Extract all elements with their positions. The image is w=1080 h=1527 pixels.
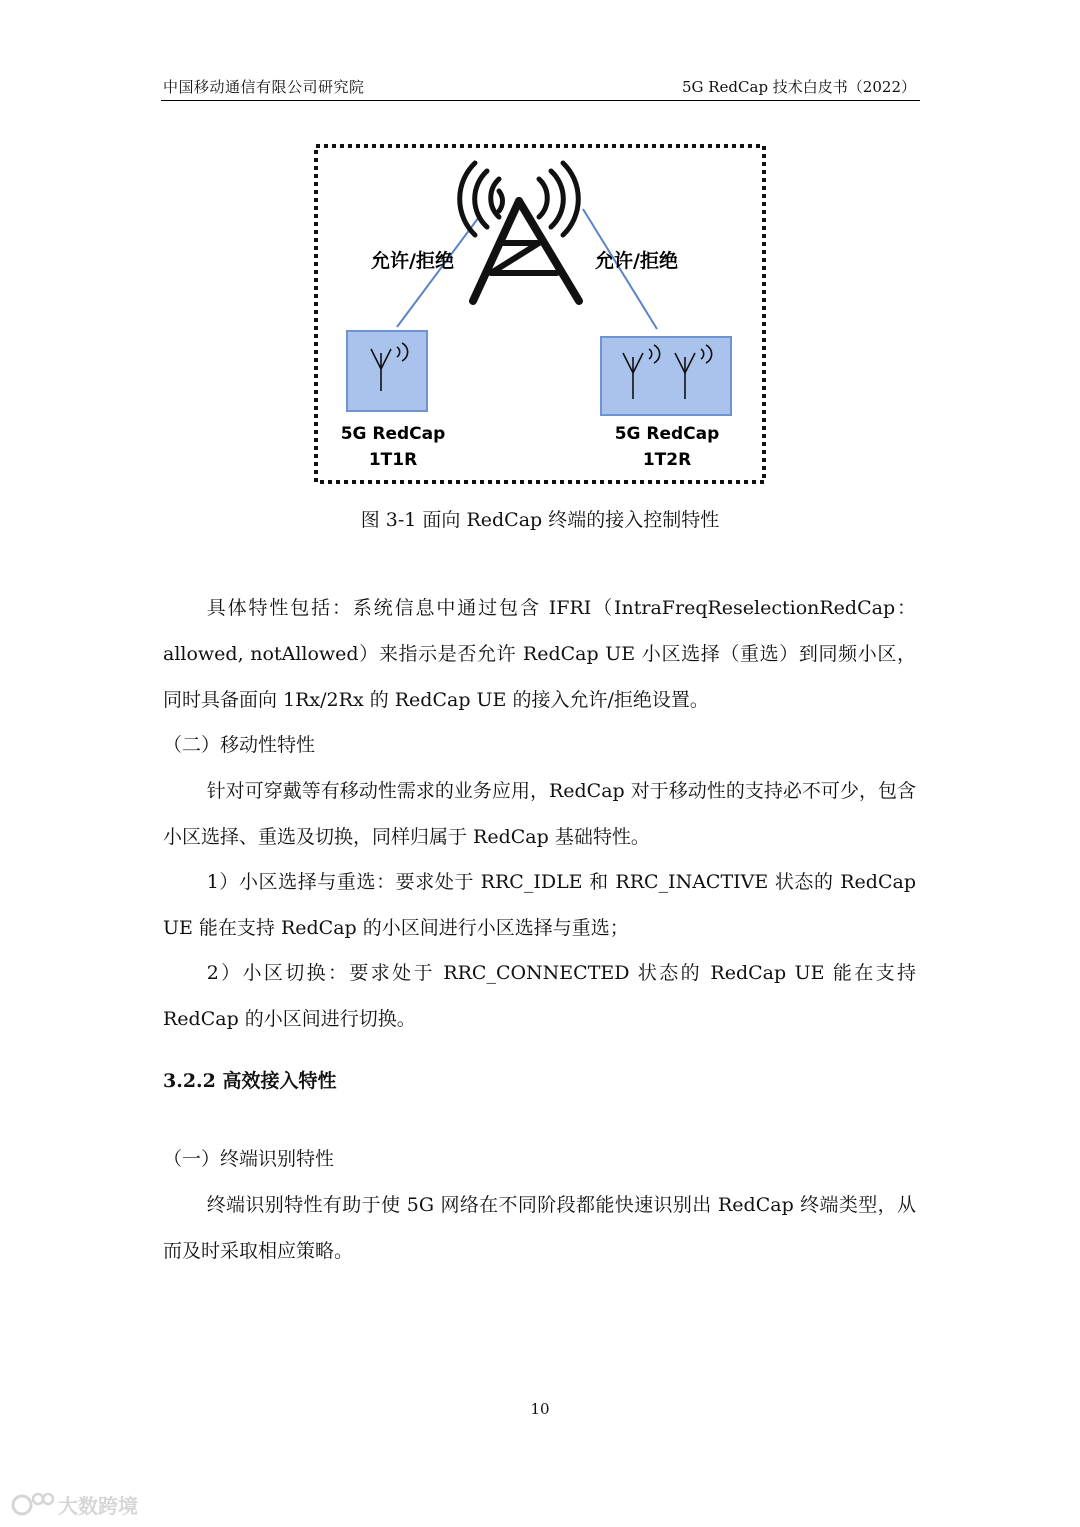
sub-heading-mobility: （二）移动性特性 xyxy=(163,734,316,756)
watermark xyxy=(8,1490,148,1520)
device-name-left: 5G RedCap xyxy=(340,424,446,444)
device-config-left: 1T1R xyxy=(368,450,418,470)
paragraph-mobility: 针对可穿戴等有移动性需求的业务应用，RedCap 对于移动性的支持必不可少，包含小区选择、重选及切换，同样归属于 RedCap 基础特性。 xyxy=(163,780,916,848)
watermark-logo-icon xyxy=(8,1490,148,1520)
device-box-1t1r xyxy=(347,331,427,411)
base-station-tower-icon xyxy=(460,163,579,301)
watermark-text: 大数跨境 xyxy=(58,1494,138,1518)
figure-diagram xyxy=(313,143,767,485)
device-config-right: 1T2R xyxy=(642,450,692,470)
sub-heading-terminal-identification: （一）终端识别特性 xyxy=(163,1148,335,1170)
paragraph-ifri: 具体特性包括：系统信息中通过包含 IFRI（IntraFreqReselectionRedCap：allowed, notAllowed）来指示是否允许 RedCap UE 小区选择（重选）到同频小区，同时具备面向 1Rx/2Rx 的 RedCap UE 的接入允许/拒绝设置。 xyxy=(163,597,916,711)
link-label-left: 允许/拒绝 xyxy=(371,250,454,272)
link-line-left xyxy=(397,217,479,327)
figure-access-control xyxy=(313,143,767,485)
link-label-right: 允许/拒绝 xyxy=(595,250,678,272)
section-heading: 3.2.2 高效接入特性 xyxy=(163,1070,337,1092)
device-box-1t2r xyxy=(601,337,731,415)
running-header-right: 5G RedCap 技术白皮书（2022） xyxy=(681,78,916,96)
paragraph-terminal-identification: 终端识别特性有助于使 5G 网络在不同阶段都能快速识别出 RedCap 终端类型，从而及时采取相应策略。 xyxy=(163,1194,916,1262)
running-header-left: 中国移动通信有限公司研究院 xyxy=(163,78,365,96)
device-name-right: 5G RedCap xyxy=(614,424,720,444)
page-number: 10 xyxy=(530,1400,550,1418)
paragraph-cell-reselection: 1）小区选择与重选：要求处于 RRC_IDLE 和 RRC_INACTIVE 状态的 RedCap UE 能在支持 RedCap 的小区间进行小区选择与重选； xyxy=(163,871,916,939)
figure-caption: 图 3-1 面向 RedCap 终端的接入控制特性 xyxy=(360,509,720,531)
paragraph-handover: 2）小区切换：要求处于 RRC_CONNECTED 状态的 RedCap UE 能在支持 RedCap 的小区间进行切换。 xyxy=(163,962,916,1030)
header-rule xyxy=(161,100,920,101)
